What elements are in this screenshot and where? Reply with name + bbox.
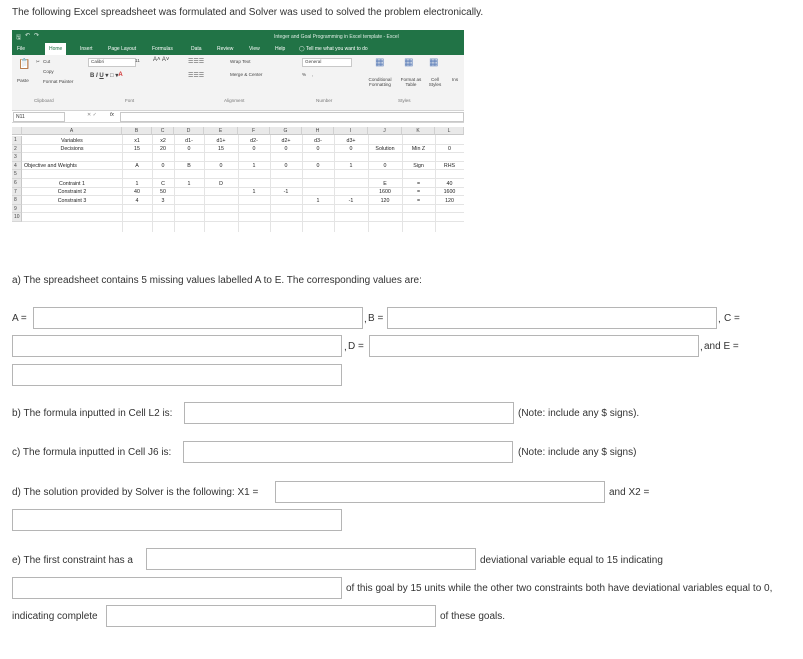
cell-f1: d2- <box>250 137 258 144</box>
cell-g2: 0 <box>284 146 288 153</box>
align-icons: ☰☰☰ <box>188 59 205 65</box>
merge-center-label: Merge & Center <box>230 72 263 77</box>
column-header-d: D <box>174 127 204 135</box>
b-label: B = <box>368 313 384 324</box>
grid-hline <box>22 178 464 179</box>
paste-label: Paste <box>17 78 29 83</box>
font-size-select: 11 <box>135 58 140 63</box>
row-header-10: 10 <box>12 213 22 222</box>
grid-hline <box>22 152 464 153</box>
cell-f2: 0 <box>252 146 256 153</box>
menu-data: Data <box>191 46 202 52</box>
answer-a-input[interactable] <box>33 307 363 329</box>
redo-icon: ↷ <box>34 33 40 39</box>
cell-d4: B <box>187 163 191 170</box>
x2-label: and X2 = <box>609 487 650 498</box>
cell-j2: Solution <box>375 146 395 153</box>
cell-c7: 50 <box>160 189 166 196</box>
part-a-text: a) The spreadsheet contains 5 missing values labelled A to E. The corresponding values are: <box>12 275 422 286</box>
cell-b1: x1 <box>134 137 140 144</box>
cell-i1: d3+ <box>346 137 356 144</box>
excel-ribbon <box>12 55 464 111</box>
alignment-group-label: Alignment <box>224 98 245 103</box>
window-title: Integer and Goal Programming in Excel template - Excel <box>274 34 399 40</box>
formula-input <box>120 112 464 122</box>
part-e-text-5: of these goals. <box>440 611 506 622</box>
cell-j8: 120 <box>380 197 390 204</box>
part-e-text-1: e) The first constraint has a <box>12 555 133 566</box>
spreadsheet-grid <box>12 127 464 232</box>
menu-page-layout: Page Layout <box>108 46 137 52</box>
align-icons-2: ☰☰☰ <box>188 73 205 79</box>
font-group-label: Font <box>125 98 135 103</box>
column-header-f: F <box>238 127 270 135</box>
excel-menu-bar <box>12 43 464 55</box>
format-painter-label: Format Painter <box>43 79 74 84</box>
row-header-8: 8 <box>12 196 22 205</box>
cell-a2: Decisions <box>60 146 84 153</box>
comma-after-b: , <box>718 314 721 325</box>
column-header-j: J <box>368 127 402 135</box>
part-c-note: (Note: include any $ signs) <box>518 447 637 458</box>
cell-k7: = <box>416 189 421 196</box>
cell-a6: Contraint 1 <box>59 180 85 187</box>
row-header-4: 4 <box>12 162 22 171</box>
paste-icon: 📋 <box>18 59 31 70</box>
column-header-i: I <box>334 127 368 135</box>
menu-insert: Insert <box>80 46 93 52</box>
select-all-corner <box>12 127 22 135</box>
intro-text: The following Excel spreadsheet was formulated and Solver was used to solved the problem electronically. <box>12 7 484 18</box>
column-header-e: E <box>204 127 238 135</box>
cell-i8: -1 <box>348 197 354 204</box>
comma-after-a: , <box>364 314 367 325</box>
answer-e-input[interactable] <box>12 364 342 386</box>
answer-c-input[interactable] <box>12 335 342 357</box>
column-header-h: H <box>302 127 334 135</box>
tell-me-text: Tell me what you want to do <box>306 46 368 52</box>
row-header-6: 6 <box>12 179 22 188</box>
column-header-b: B <box>122 127 152 135</box>
deviational-type-input[interactable] <box>146 548 476 570</box>
cell-d1: d1- <box>185 137 193 144</box>
cell-b4: A <box>135 163 139 170</box>
column-header-g: G <box>270 127 302 135</box>
cell-l8: 120 <box>445 197 454 204</box>
percent-label: % <box>302 72 307 77</box>
format-as-table-icon: ▦ <box>404 57 414 68</box>
cell-j7: 1600 <box>379 189 391 196</box>
row-header-2: 2 <box>12 145 22 154</box>
grid-hline <box>22 221 464 222</box>
cell-f4: 1 <box>252 163 256 170</box>
cell-b8: 4 <box>135 197 139 204</box>
font-grow-icon: A˄ A˅ <box>153 57 170 63</box>
cell-b7: 40 <box>134 189 140 196</box>
font-name-select: Calibri <box>88 58 136 67</box>
x2-input[interactable] <box>12 509 342 531</box>
excel-title-bar <box>12 30 464 43</box>
format-as-table-label: Format as Table <box>400 77 422 87</box>
cell-c4: 0 <box>161 163 165 170</box>
part-e-text-4: indicating complete <box>12 611 98 622</box>
c-label: C = <box>724 313 740 324</box>
column-header-k: K <box>402 127 435 135</box>
insert-label: Ins <box>452 77 459 82</box>
number-group-label: Number <box>316 98 333 103</box>
answer-d-input[interactable] <box>369 335 699 357</box>
conditional-formatting-icon: ▦ <box>375 57 385 68</box>
cell-j4: 0 <box>383 163 387 170</box>
cell-k2: Min Z <box>411 146 426 153</box>
excel-screenshot <box>12 30 464 232</box>
cell-l6: 40 <box>446 180 453 187</box>
grid-hline <box>22 212 464 213</box>
cell-e2: 15 <box>218 146 224 153</box>
cell-a4: Objective and Weights <box>24 163 77 170</box>
cell-i2: 0 <box>349 146 353 153</box>
copy-label: Copy <box>43 69 54 74</box>
number-format-select: General <box>302 58 352 67</box>
cell-d2: 0 <box>187 146 191 153</box>
cell-g7: -1 <box>283 189 289 196</box>
part-d-text: d) The solution provided by Solver is the following: X1 = <box>12 487 259 498</box>
cell-styles-label: Cell Styles <box>428 77 442 87</box>
lightbulb-icon: ◯ <box>299 46 305 52</box>
wrap-text-label: Wrap Text <box>230 59 251 64</box>
comma-after-d: , <box>700 342 703 353</box>
row-header-1: 1 <box>12 136 22 145</box>
a-label: A = <box>12 313 27 324</box>
cell-b6: 1 <box>135 180 139 187</box>
cell-g4: 0 <box>284 163 288 170</box>
save-icon: 🖫 <box>16 35 22 41</box>
part-b-text: b) The formula inputted in Cell L2 is: <box>12 408 173 419</box>
part-e-text-2: deviational variable equal to 15 indicating <box>480 555 663 566</box>
answer-b-input[interactable] <box>387 307 717 329</box>
undo-icon: ↶ <box>25 33 31 39</box>
menu-help: Help <box>275 46 286 52</box>
cell-e6: D <box>219 180 223 187</box>
conditional-formatting-label: Conditional Formatting <box>368 77 392 87</box>
row-header-5: 5 <box>12 170 22 179</box>
goal-status-input[interactable] <box>12 577 342 599</box>
cell-l7: 1600 <box>443 189 456 196</box>
cell-j6: E <box>383 180 387 187</box>
comma-after-c: , <box>344 342 347 353</box>
menu-home: Home <box>45 43 66 55</box>
fx-label: fx <box>110 112 114 118</box>
cell-h1: d3- <box>314 137 322 144</box>
name-box: N11 <box>13 112 65 122</box>
bold-italic-underline-icons: B I U ▾ □ ▾ A <box>90 72 123 79</box>
cell-a1: Variables <box>61 137 83 144</box>
d-label: D = <box>348 341 364 352</box>
row-header-7: 7 <box>12 188 22 197</box>
grid-hline <box>22 169 464 170</box>
grid-hline <box>22 204 464 205</box>
cell-c2: 20 <box>160 146 166 153</box>
comma-label: , <box>312 72 314 77</box>
column-header-a: A <box>22 127 122 135</box>
cell-e1: d1+ <box>216 137 226 144</box>
row-header-9: 9 <box>12 205 22 214</box>
cell-i4: 1 <box>349 163 353 170</box>
grid-hline <box>22 187 464 188</box>
styles-group-label: Styles <box>398 98 411 103</box>
cell-h4: 0 <box>316 163 320 170</box>
column-header-c: C <box>152 127 174 135</box>
part-b-note: (Note: include any $ signs). <box>518 408 640 419</box>
formula-j6-input[interactable] <box>183 441 513 463</box>
cell-k8: = <box>416 197 421 204</box>
cell-c1: x2 <box>160 137 166 144</box>
cell-c6: C <box>161 180 165 187</box>
cell-e4: 0 <box>219 163 223 170</box>
cut-icon: ✂ <box>36 59 40 64</box>
cell-l4: RHS <box>443 163 456 170</box>
menu-review: Review <box>217 46 234 52</box>
formula-l2-input[interactable] <box>184 402 514 424</box>
cell-h8: 1 <box>316 197 320 204</box>
cell-k6: = <box>416 180 421 187</box>
part-c-text: c) The formula inputted in Cell J6 is: <box>12 447 172 458</box>
cell-g1: d2+ <box>281 137 291 144</box>
cell-a7: Constraint 2 <box>57 189 87 196</box>
formula-bar <box>12 111 464 123</box>
cell-k4: Sign <box>413 163 424 170</box>
row-header-3: 3 <box>12 153 22 162</box>
cell-d6: 1 <box>187 180 191 187</box>
x1-input[interactable] <box>275 481 605 503</box>
cell-h2: 0 <box>316 146 320 153</box>
menu-view: View <box>249 46 260 52</box>
cell-l2: 0 <box>448 146 451 153</box>
cell-f7: 1 <box>252 189 256 196</box>
grid-hline <box>22 195 464 196</box>
cell-styles-icon: ▦ <box>429 57 439 68</box>
cut-label: Cut <box>43 59 51 64</box>
column-header-l: L <box>435 127 464 135</box>
part-e-text-3: of this goal by 15 units while the other two constraints both have deviational variables equal to 0, <box>346 583 773 594</box>
cell-c8: 3 <box>161 197 165 204</box>
menu-formulas: Formulas <box>152 46 173 52</box>
clipboard-group-label: Clipboard <box>34 98 54 103</box>
cell-a8: Constraint 3 <box>57 197 87 204</box>
grid-hline <box>22 144 464 145</box>
cell-b2: 15 <box>134 146 140 153</box>
goal-achievement-input[interactable] <box>106 605 436 627</box>
grid-hline <box>22 161 464 162</box>
e-label: and E = <box>704 341 739 352</box>
cancel-enter-icons: ✕ ✓ <box>87 112 97 118</box>
menu-file: File <box>17 46 26 52</box>
